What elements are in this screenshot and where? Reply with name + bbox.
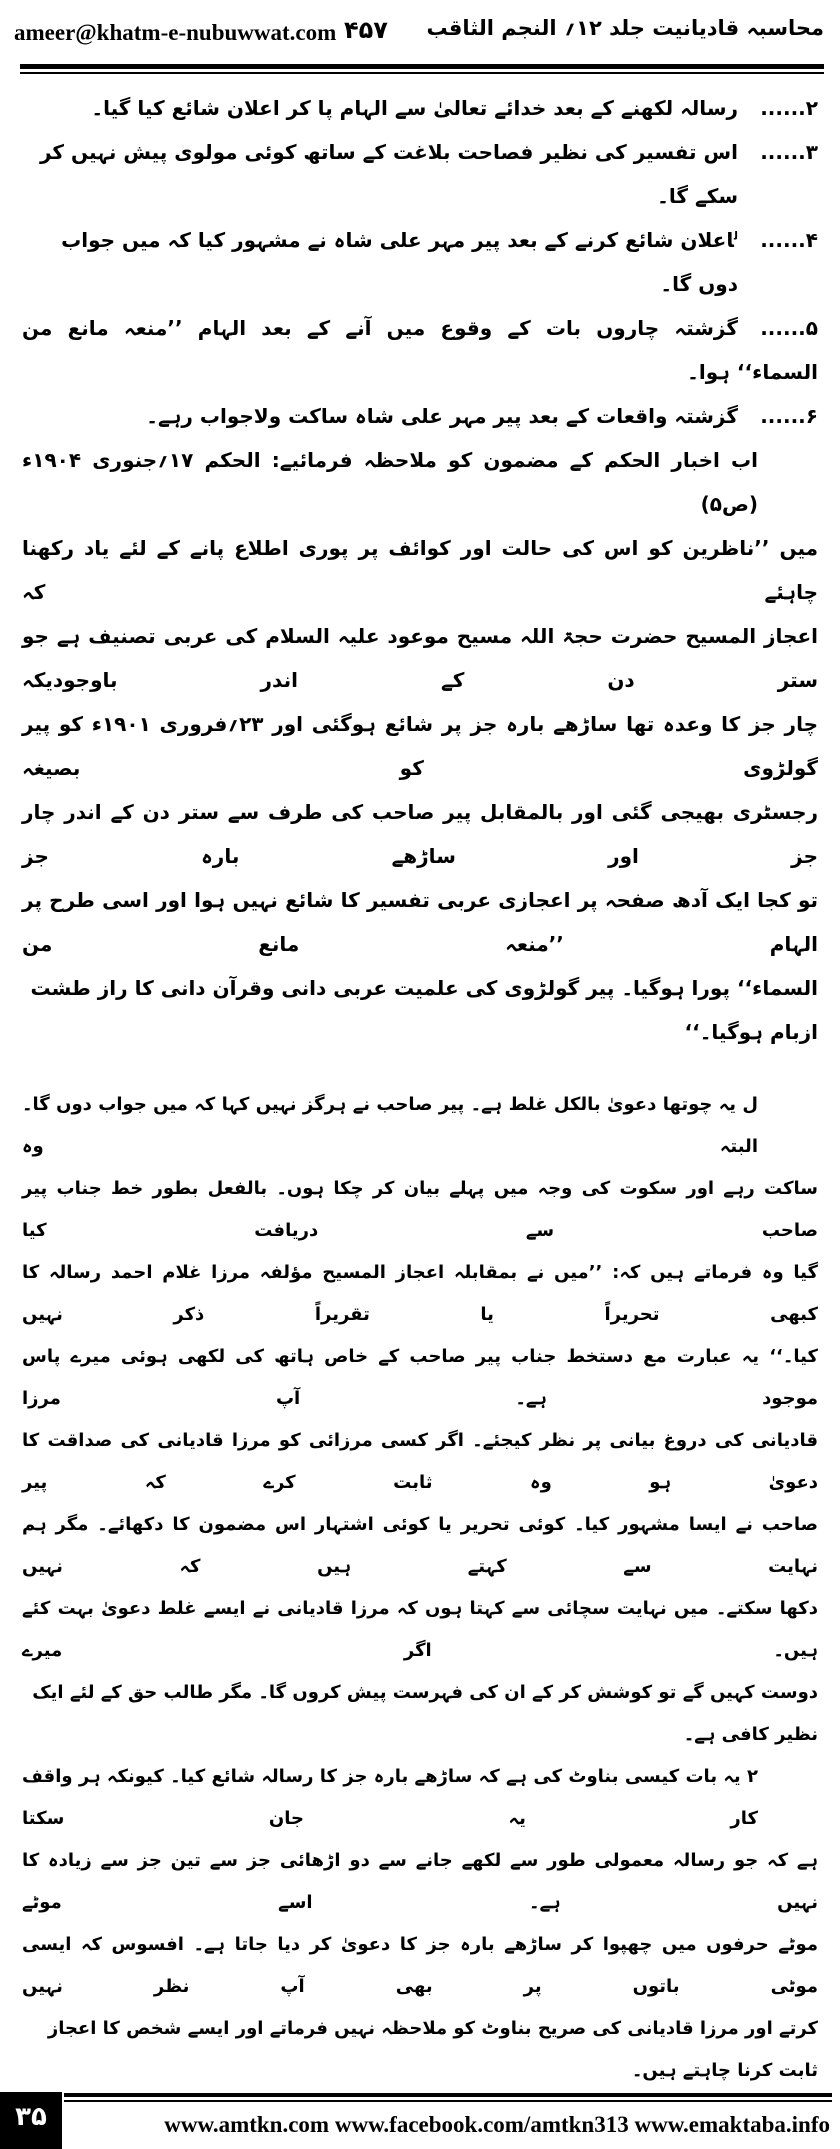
- item-number: ۵......: [760, 316, 818, 340]
- item-text: گزشتہ چاروں بات کے وقوع میں آنے کے بعد الہام ’’منعہ مانع من: [22, 316, 738, 340]
- footnote-line: قادیانی کی دروغ بیانی پر نظر کیجئے۔ اگر کسی مرزائی کو مرزا قادیانی کی صداقت کا دعویٰ ہو وہ ثابت کرے کہ پیر: [22, 1430, 818, 1493]
- page-footer: [0, 2092, 840, 2149]
- footnote-line: کرتے اور مرزا قادیانی کی صریح بناوٹ کو ملاحظہ نہیں فرماتے اور ایسے شخص کا اعجاز ثابت کرنا چاہتے ہیں۔: [47, 2018, 818, 2081]
- list-item: [22, 86, 818, 130]
- quote-line: السماء‘‘ پورا ہوگیا۔ پیر گولڑوی کی علمیت عربی دانی وقرآن دانی کا راز طشت ازبام ہوگیا۔‘‘: [30, 976, 818, 1044]
- item-text: گزشتہ واقعات کے بعد پیر مہر علی شاہ ساکت ولاجواب رہے۔: [146, 404, 738, 428]
- footnote-line: موٹے حرفوں میں چھپوا کر ساڑھے بارہ جز کا دعویٰ کر دیا جاتا ہے۔ افسوس کہ ایسی موٹی باتوں پر بھی آپ نظر نہیں: [22, 1934, 818, 1997]
- header-book-title: محاسبہ قادیانیت جلد ۱۲؍ النجم الثاقب: [426, 16, 824, 40]
- footnote-line: دوست کہیں گے تو کوشش کر کے ان کی فہرست پیش کروں گا۔ مگر طالب حق کے لئے ایک نظیر کافی ہے۔: [32, 1682, 818, 1745]
- quote-line: اب اخبار الحکم کے مضمون کو ملاحظہ فرمائیے: الحکم ۱۷؍جنوری ۱۹۰۴ء (ص۵): [22, 448, 758, 516]
- quote-line: چار جز کا وعدہ تھا ساڑھے بارہ جز پر شائع ہوگئی اور ۲۳؍فروری ۱۹۰۱ء کو پیر گولڑوی کو بصیغہ: [22, 712, 818, 780]
- footnote-line: دکھا سکتے۔ میں نہایت سچائی سے کہتا ہوں کہ مرزا قادیانی نے ایسے غلط دعویٰ بہت کئے ہیں۔ اگر میرے: [22, 1598, 818, 1661]
- quote-line: تو کجا ایک آدھ صفحہ پر اعجازی عربی تفسیر کا شائع نہیں ہوا اور اسی طرح پر الہام ’’منعہ مانع من: [22, 888, 818, 956]
- footnote-line: گیا وہ فرماتے ہیں کہ: ’’میں نے بمقابلہ اعجاز المسیح مؤلفہ مرزا غلام احمد رسالہ کا کبھی تحریراً یا تقریراً ذکر نہیں: [22, 1262, 818, 1325]
- spacer: [22, 1054, 818, 1084]
- item-text: رسالہ لکھنے کے بعد خدائے تعالیٰ سے الہام پا کر اعلان شائع کیا گیا۔: [91, 96, 738, 120]
- footer-urls: www.amtkn.com www.facebook.com/amtkn313 www.emaktaba.info: [164, 2112, 830, 2137]
- page-body: [0, 74, 840, 2092]
- item-number: ۳......: [760, 140, 818, 164]
- header-rule: [20, 64, 824, 69]
- item-number: ۲......: [760, 96, 818, 120]
- footnote-line: ہے کہ جو رسالہ معمولی طور سے لکھے جانے سے دو اڑھائی جز سے تین جز سے زیادہ کا نہیں ہے۔ اسے موٹے: [22, 1850, 818, 1913]
- footer-rule-thin: [64, 2100, 832, 2102]
- list-item: [22, 394, 818, 438]
- footnote-line: صاحب نے ایسا مشہور کیا۔ کوئی تحریر یا کوئی اشتہار اس مضمون کا دکھائے۔ مگر ہم نہایت سے کہتے ہیں کہ نہیں: [22, 1514, 818, 1577]
- list-item: [22, 306, 818, 350]
- page-header: [14, 0, 824, 64]
- footnote-line: ل یہ چوتھا دعویٰ بالکل غلط ہے۔ پیر صاحب نے ہرگز نہیں کہا کہ میں جواب دوں گا۔ البتہ وہ: [22, 1094, 758, 1157]
- footnote-line: کیا۔‘‘ یہ عبارت مع دستخط جناب پیر صاحب کے خاص ہاتھ کی لکھی ہوئی میرے پاس موجود ہے۔ آپ مرزا: [22, 1346, 818, 1409]
- quote-line: رجسٹری بھیجی گئی اور بالمقابل پیر صاحب کی طرف سے ستر دن کے اندر چار جز اور ساڑھے بارہ جز: [22, 800, 818, 868]
- footer-rule: [64, 2093, 832, 2097]
- item-text: [22, 218, 738, 306]
- list-item: [22, 130, 818, 218]
- header-page-number: ۴۵۷: [344, 16, 388, 44]
- item-continuation: السماء‘‘ ہوا۔: [687, 360, 818, 384]
- quote-line: اعجاز المسیح حضرت حجۃ اللہ مسیح موعود علیہ السلام کی عربی تصنیف ہے جو ستر دن کے اندر باوجودیکہ: [22, 624, 818, 692]
- header-email: ameer@khatm-e-nubuwwat.com: [14, 20, 337, 45]
- quote-line: میں ’’ناظرین کو اس کی حالت اور کوائف پر پوری اطلاع پانے کے لئے یاد رکھنا چاہئے کہ: [22, 536, 818, 604]
- footnote-line: ۲ یہ بات کیسی بناوٹ کی ہے کہ ساڑھے بارہ جز کا رسالہ شائع کیا۔ کیونکہ ہر واقف کار یہ جان سکتا: [22, 1766, 758, 1829]
- item-number: ۶......: [760, 404, 818, 428]
- item-text: اس تفسیر کی نظیر فصاحت بلاغت کے ساتھ کوئی مولوی پیش نہیں کر سکے گا۔: [39, 140, 738, 208]
- list-item: [22, 218, 818, 306]
- footnote-line: ساکت رہے اور سکوت کی وجہ میں پہلے بیان کر چکا ہوں۔ بالفعل بطور خط جناب پیر صاحب سے دریافت کیا: [22, 1178, 818, 1241]
- footer-page-number: ۳۵: [0, 2092, 62, 2149]
- item-text-body: اعلان شائع کرنے کے بعد پیر مہر علی شاہ نے مشہور کیا کہ میں جواب دوں گا۔: [61, 228, 738, 296]
- item-number: ۴......: [760, 228, 818, 252]
- footnote-marker: ل: [733, 229, 738, 243]
